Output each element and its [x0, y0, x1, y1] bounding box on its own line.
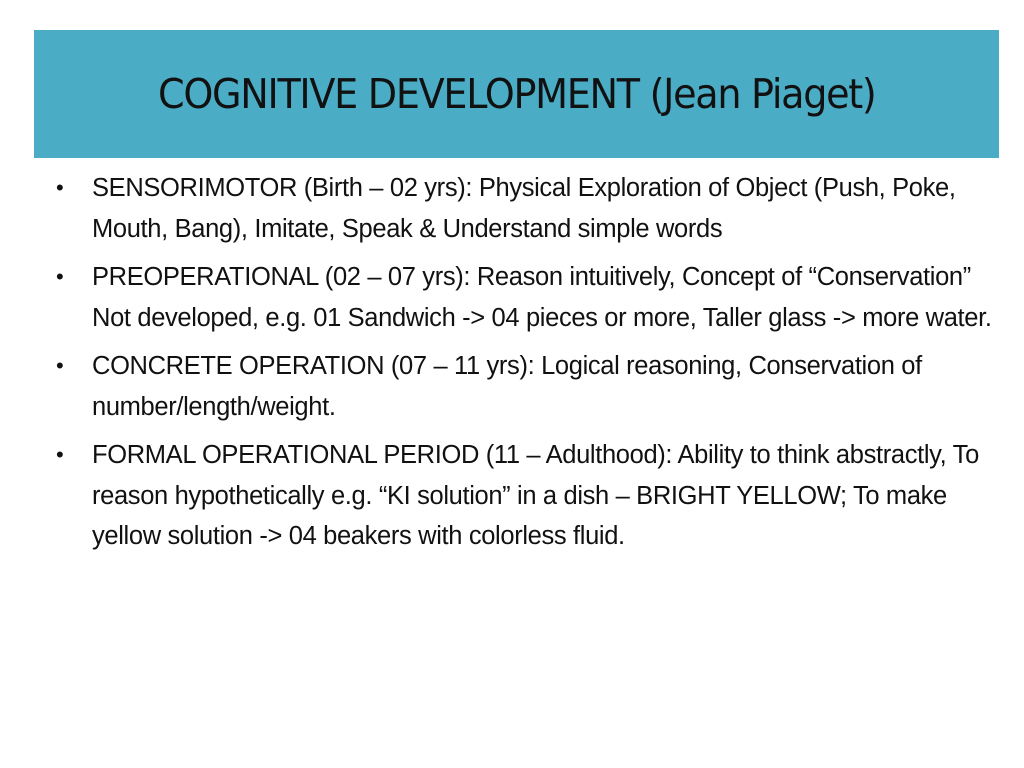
- bullet-dot-icon: •: [56, 175, 64, 200]
- bullet-dot-icon: •: [56, 353, 64, 378]
- slide-content: [52, 168, 992, 565]
- bullet-dot-icon: •: [56, 264, 64, 289]
- bullet-list: [52, 168, 992, 557]
- bullet-text: SENSORIMOTOR (Birth – 02 yrs): Physical Exploration of Object (Push, Poke, Mouth, Bang), Imitate, Speak & Understand simple words: [92, 174, 956, 243]
- slide-title: COGNITIVE DEVELOPMENT (Jean Piaget): [157, 70, 876, 118]
- bullet-item-sensorimotor: [52, 168, 992, 249]
- bullet-item-concrete-operation: [52, 346, 992, 427]
- bullet-text: CONCRETE OPERATION (07 – 11 yrs): Logical reasoning, Conservation of number/length/weight.: [92, 352, 922, 421]
- bullet-text: FORMAL OPERATIONAL PERIOD (11 – Adulthood): Ability to think abstractly, To reason hypothetically e.g. “KI solution” in a dish – BRIGHT YELLOW; To make yellow solution -> 04 beakers with colorless fluid.: [92, 441, 979, 550]
- title-bar: [34, 30, 999, 158]
- bullet-text: PREOPERATIONAL (02 – 07 yrs): Reason intuitively, Concept of “Conservation” Not developed, e.g. 01 Sandwich -> 04 pieces or more, Taller glass -> more water.: [92, 263, 992, 332]
- bullet-dot-icon: •: [56, 442, 64, 467]
- bullet-item-preoperational: [52, 257, 992, 338]
- bullet-item-formal-operational: [52, 435, 992, 557]
